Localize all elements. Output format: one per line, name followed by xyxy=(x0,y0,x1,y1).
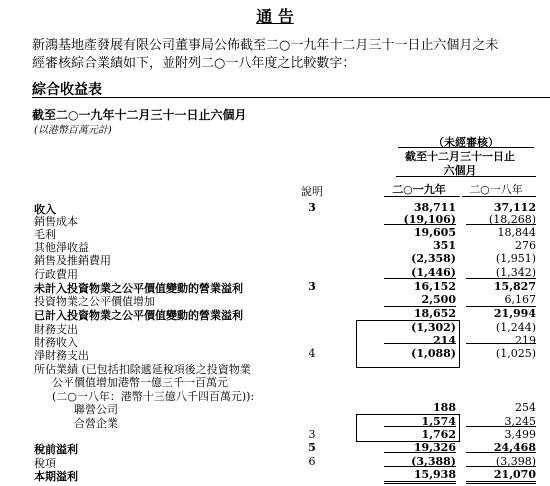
rule-2018-op1 xyxy=(466,278,536,279)
group-rule-2 xyxy=(396,176,536,177)
row-value-2018: (3,398) xyxy=(495,455,536,468)
table-row xyxy=(0,280,550,294)
year-2019-rule xyxy=(384,196,460,197)
table-row xyxy=(0,388,550,402)
rule-2019-share xyxy=(384,426,456,427)
row-value-2018: (18,268) xyxy=(488,213,536,226)
intro-line-1: 新鴻基地產發展有限公司董事局公佈截至二○一九年十二月三十一日止六個月之未 xyxy=(32,38,499,53)
table-row xyxy=(0,226,550,240)
row-label: 公平價值增加港幣一億三千一百萬元 xyxy=(52,376,228,389)
row-value-2019: 1,574 xyxy=(421,415,456,428)
row-label: 所佔業績 (已包括扣除遞延稅項後之投資物業 xyxy=(34,363,251,376)
row-value-2018: 276 xyxy=(515,239,536,252)
rule-2019-total-2 xyxy=(384,483,456,484)
table-row xyxy=(0,334,550,348)
row-value-2019: 1,762 xyxy=(421,428,456,441)
statement-period: 截至二○一九年十二月三十一日止六個月 xyxy=(32,108,247,122)
rule-2018-total-1 xyxy=(466,481,536,482)
row-value-2019: 16,152 xyxy=(413,280,456,293)
rule-2019-gross xyxy=(384,224,456,225)
rule-2018-tax xyxy=(466,466,536,467)
table-row xyxy=(0,252,550,266)
row-value-2018: 15,827 xyxy=(493,280,536,293)
row-label: 投資物業之公平價值增加 xyxy=(34,295,155,308)
row-value-2019: (19,106) xyxy=(403,213,456,226)
table-row xyxy=(0,374,550,388)
rule-2019-op1 xyxy=(384,278,456,279)
row-label: 銷售成本 xyxy=(34,215,78,228)
row-value-2019: 188 xyxy=(433,401,456,414)
rule-2019-fin xyxy=(384,343,456,344)
row-label: 合營企業 xyxy=(74,417,118,430)
row-label: 財務收入 xyxy=(34,336,78,349)
finance-box xyxy=(356,320,460,368)
row-label: 收入 xyxy=(34,203,56,216)
rule-2018-share xyxy=(466,426,536,427)
row-value-2018: 3,245 xyxy=(504,415,536,428)
row-value-2019: 351 xyxy=(433,239,456,252)
row-label: 其他淨收益 xyxy=(34,241,89,254)
unaudited-label: （未經審核） xyxy=(433,136,499,149)
row-value-2018: (1,244) xyxy=(495,321,536,334)
rule-2018-op2 xyxy=(466,306,536,307)
row-value-2018: 24,468 xyxy=(493,441,536,454)
row-label: 聯營公司 xyxy=(74,403,118,416)
row-label: (二○一八年：港幣十三億八千四百萬元)): xyxy=(52,390,255,403)
row-label: 淨財務支出 xyxy=(34,349,89,362)
table-row xyxy=(0,361,550,375)
row-value-2019: 214 xyxy=(433,334,456,347)
row-value-2019: (3,388) xyxy=(411,455,456,468)
row-value-2019: 19,605 xyxy=(413,226,456,239)
row-value-2018: (1,951) xyxy=(495,252,536,265)
row-label: 未計入投資物業之公平價值變動的營業溢利 xyxy=(34,282,243,295)
row-label: 稅前溢利 xyxy=(34,443,78,456)
row-value-2019: (2,358) xyxy=(411,252,456,265)
row-note: 6 xyxy=(308,455,316,468)
row-value-2019: 19,326 xyxy=(413,441,456,454)
row-value-2018: (1,342) xyxy=(495,266,536,279)
year-2018-rule xyxy=(462,196,536,197)
statement-heading: 綜合收益表 xyxy=(32,82,102,98)
months-label: 六個月 xyxy=(443,164,477,177)
rule-2019-total-1 xyxy=(384,481,456,482)
row-note: 3 xyxy=(308,280,316,293)
row-value-2018: 21,070 xyxy=(493,468,536,481)
row-note: 3 xyxy=(308,201,316,214)
row-note: 4 xyxy=(308,347,316,360)
intro-line-2: 經審核綜合業績如下，並附列二○一八年度之比較數字： xyxy=(32,56,356,71)
year-2018-header: 二○一八年 xyxy=(469,183,523,196)
table-row xyxy=(0,468,550,482)
table-row xyxy=(0,321,550,335)
notice-title: 通 告 xyxy=(256,7,294,26)
row-label: 財務支出 xyxy=(34,323,78,336)
row-label: 行政費用 xyxy=(34,268,78,281)
note-column-header: 說明 xyxy=(301,185,323,198)
row-value-2018: 21,994 xyxy=(493,307,536,320)
row-value-2019: (1,302) xyxy=(411,321,456,334)
row-label: 本期溢利 xyxy=(34,470,78,483)
row-value-2019: (1,088) xyxy=(411,347,456,360)
rule-2018-gross xyxy=(466,224,536,225)
row-note: 3 xyxy=(308,428,316,441)
rule-2018-pretax xyxy=(466,452,536,453)
table-row xyxy=(0,401,550,415)
row-value-2018: 37,112 xyxy=(493,201,536,214)
row-label: 銷售及推銷費用 xyxy=(34,254,111,267)
row-label: 稅項 xyxy=(34,457,56,470)
rule-2019-tax xyxy=(384,466,456,467)
rule-2019-op2 xyxy=(384,306,456,307)
rule-2018-fin xyxy=(466,343,536,344)
row-value-2019: 2,500 xyxy=(421,293,456,306)
row-value-2019: 38,711 xyxy=(413,201,456,214)
heading-rule xyxy=(32,97,550,98)
row-value-2018: (1,025) xyxy=(495,347,536,360)
period-label: 截至十二月三十一日止 xyxy=(405,150,515,163)
row-value-2019: (1,446) xyxy=(411,266,456,279)
currency-unit: (以港幣百萬元計) xyxy=(34,125,112,136)
row-value-2018: 18,844 xyxy=(497,226,536,239)
year-2019-header: 二○一九年 xyxy=(392,183,446,196)
table-row xyxy=(0,293,550,307)
row-value-2019: 15,938 xyxy=(413,468,456,481)
rule-2019-pretax xyxy=(384,452,456,453)
row-label: 已計入投資物業之公平價值變動的營業溢利 xyxy=(34,309,243,322)
table-row xyxy=(0,307,550,321)
table-row xyxy=(0,239,550,253)
table-row xyxy=(0,347,550,361)
row-value-2019: 18,652 xyxy=(413,307,456,320)
table-row xyxy=(0,428,550,442)
share-box xyxy=(356,414,460,442)
row-value-2018: 219 xyxy=(515,334,536,347)
row-note: 5 xyxy=(308,441,316,454)
rule-2018-total-2 xyxy=(466,483,536,484)
row-value-2018: 3,499 xyxy=(504,428,536,441)
row-value-2018: 6,167 xyxy=(504,293,536,306)
row-value-2018: 254 xyxy=(515,401,536,414)
row-label: 毛利 xyxy=(34,228,56,241)
